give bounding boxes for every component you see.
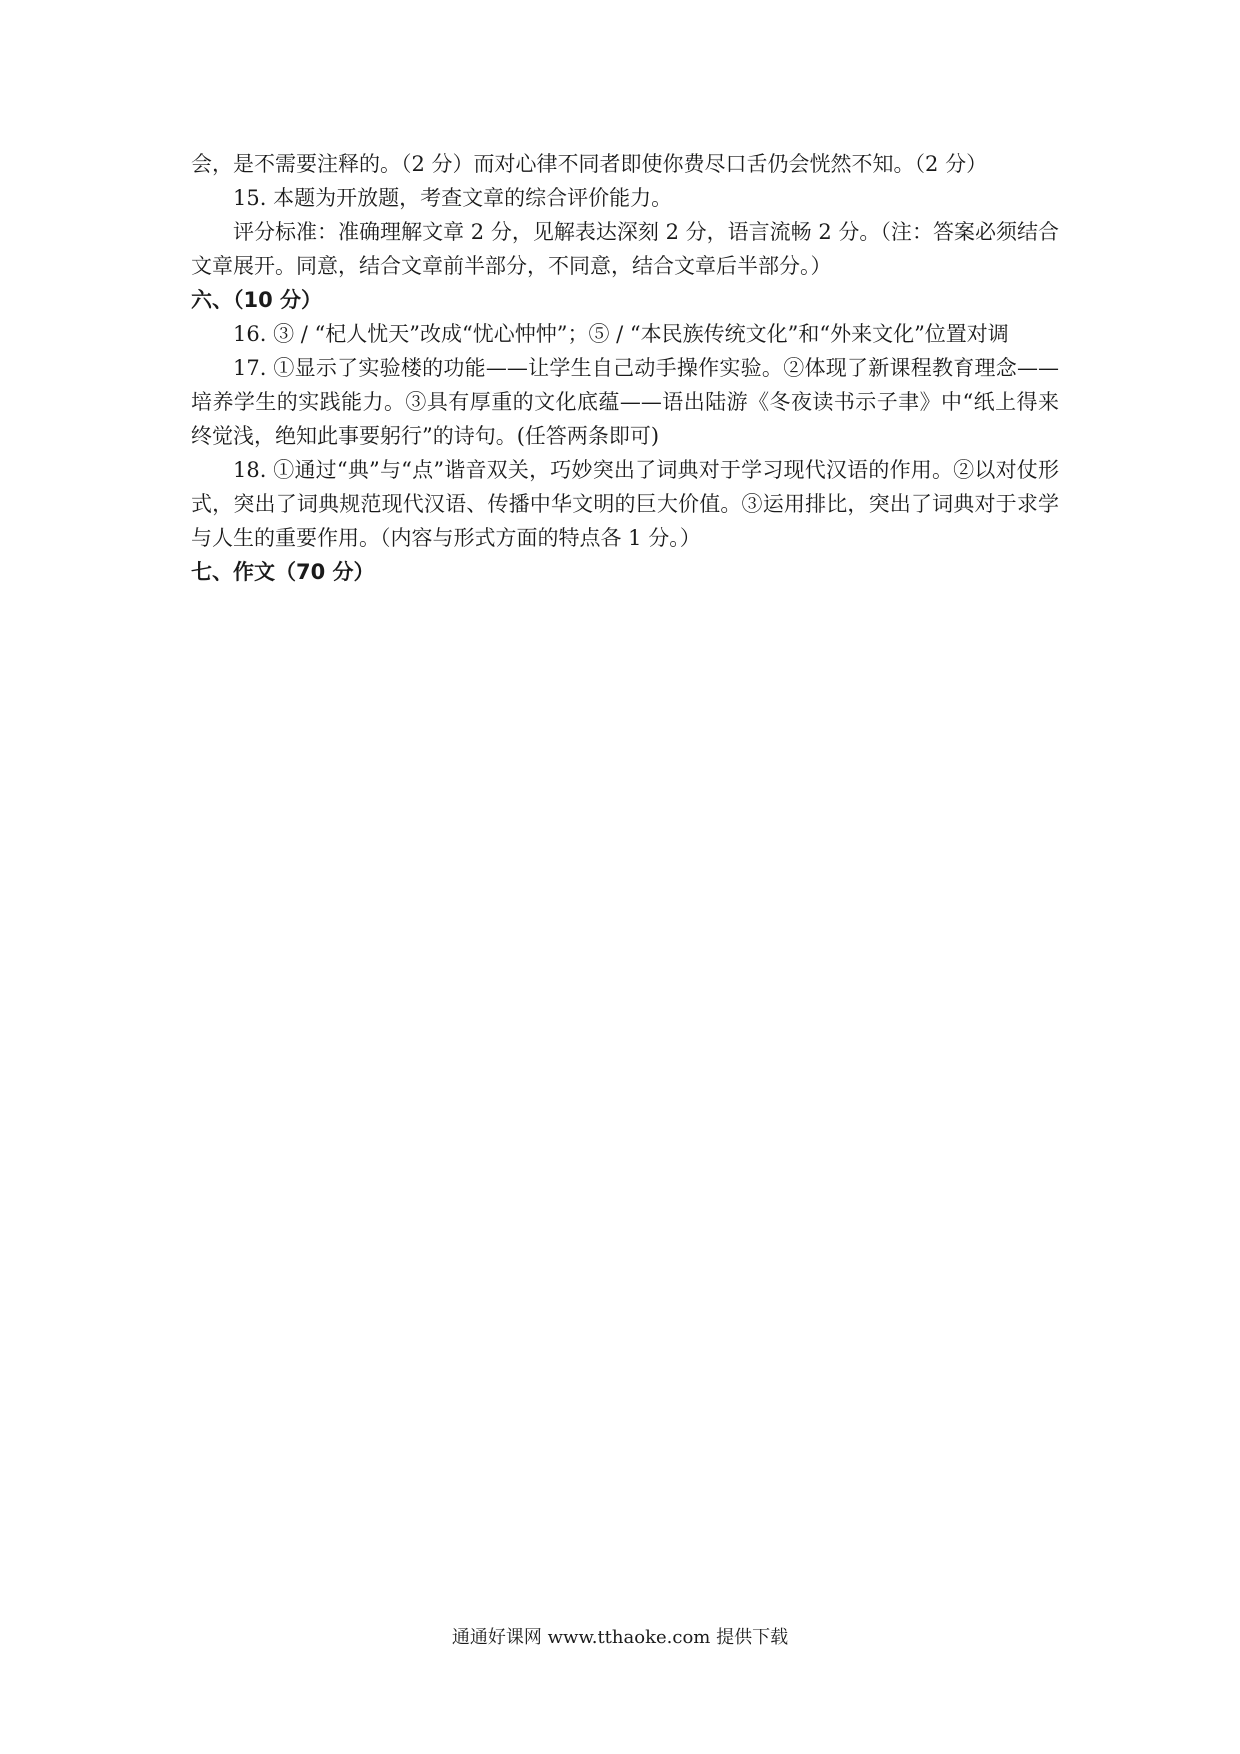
continuation-line: 会，是不需要注释的。（2 分）而对心律不同者即使你费尽口舌仍会恍然不知。（2 分） (191, 152, 988, 176)
question-17-answer: 17. ①显示了实验楼的功能——让学生自己动手操作实验。②体现了新课程教育理念——培养学生的实践能力。③具有厚重的文化底蕴——语出陆游《冬夜读书示子聿》中“纸上得来终觉浅，绝知此事要躬行”的诗句。(任答两条即可) (191, 356, 1059, 448)
question-18-answer: 18. ①通过“典”与“点”谐音双关，巧妙突出了词典对于学习现代汉语的作用。②以对仗形式，突出了词典规范现代汉语、传播中华文明的巨大价值。③运用排比，突出了词典对于求学与人生的重要作用。（内容与形式方面的特点各 1 分。） (191, 458, 1059, 550)
section-7-heading: 七、作文（70 分） (191, 560, 375, 584)
question-16-answer: 16. ③ / “杞人忧天”改成“忧心忡忡”；⑤ / “本民族传统文化”和“外来文化”位置对调 (233, 322, 1009, 346)
section-6-heading: 六、（10 分） (191, 288, 323, 312)
question-15-criteria: 评分标准：准确理解文章 2 分，见解表达深刻 2 分，语言流畅 2 分。（注：答案必须结合文章展开。同意，结合文章前半部分，不同意，结合文章后半部分。） (191, 220, 1059, 278)
question-15-answer: 15. 本题为开放题，考查文章的综合评价能力。 (233, 186, 673, 210)
page-footer: 通通好课网 www.tthaoke.com 提供下载 (451, 1627, 789, 1648)
answer-content (191, 147, 1059, 589)
